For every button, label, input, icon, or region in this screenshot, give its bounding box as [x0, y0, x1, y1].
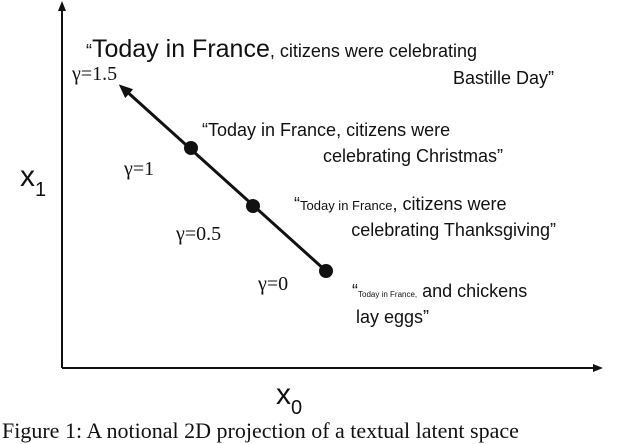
annotation-thanksgiving-line1: “Today in France, citizens were [294, 194, 507, 214]
gamma-label-0: γ=0 [258, 273, 289, 295]
point-gamma-0.5 [246, 199, 260, 213]
annotation-bastille-line1: “Today in France, citizens were celebrating [86, 35, 477, 63]
annotation-chickens-line1: “Today in France, and chickens [352, 281, 528, 301]
gamma-label-1.5: γ=1.5 [72, 63, 118, 85]
annotation-bastille-line2: Bastille Day” [452, 68, 554, 88]
annotation-thanksgiving-line2: celebrating Thanksgiving” [351, 220, 556, 240]
annotation-chickens-line2: lay eggs” [356, 307, 430, 327]
point-gamma-0 [319, 264, 333, 278]
figure-caption: Figure 1: A notional 2D projection of a textual latent space [2, 418, 519, 443]
gamma-label-0.5: γ=0.5 [176, 223, 222, 245]
point-gamma-1 [184, 141, 198, 155]
gamma-vector [124, 89, 326, 271]
x-axis-label: $x_0$ [276, 378, 303, 419]
gamma-label-1: γ=1 [124, 158, 155, 180]
annotation-christmas-line1: “Today in France, citizens were [202, 120, 451, 140]
annotation-christmas-line2: celebrating Christmas” [322, 146, 503, 166]
y-axis-label: $x_1$ [20, 160, 47, 201]
